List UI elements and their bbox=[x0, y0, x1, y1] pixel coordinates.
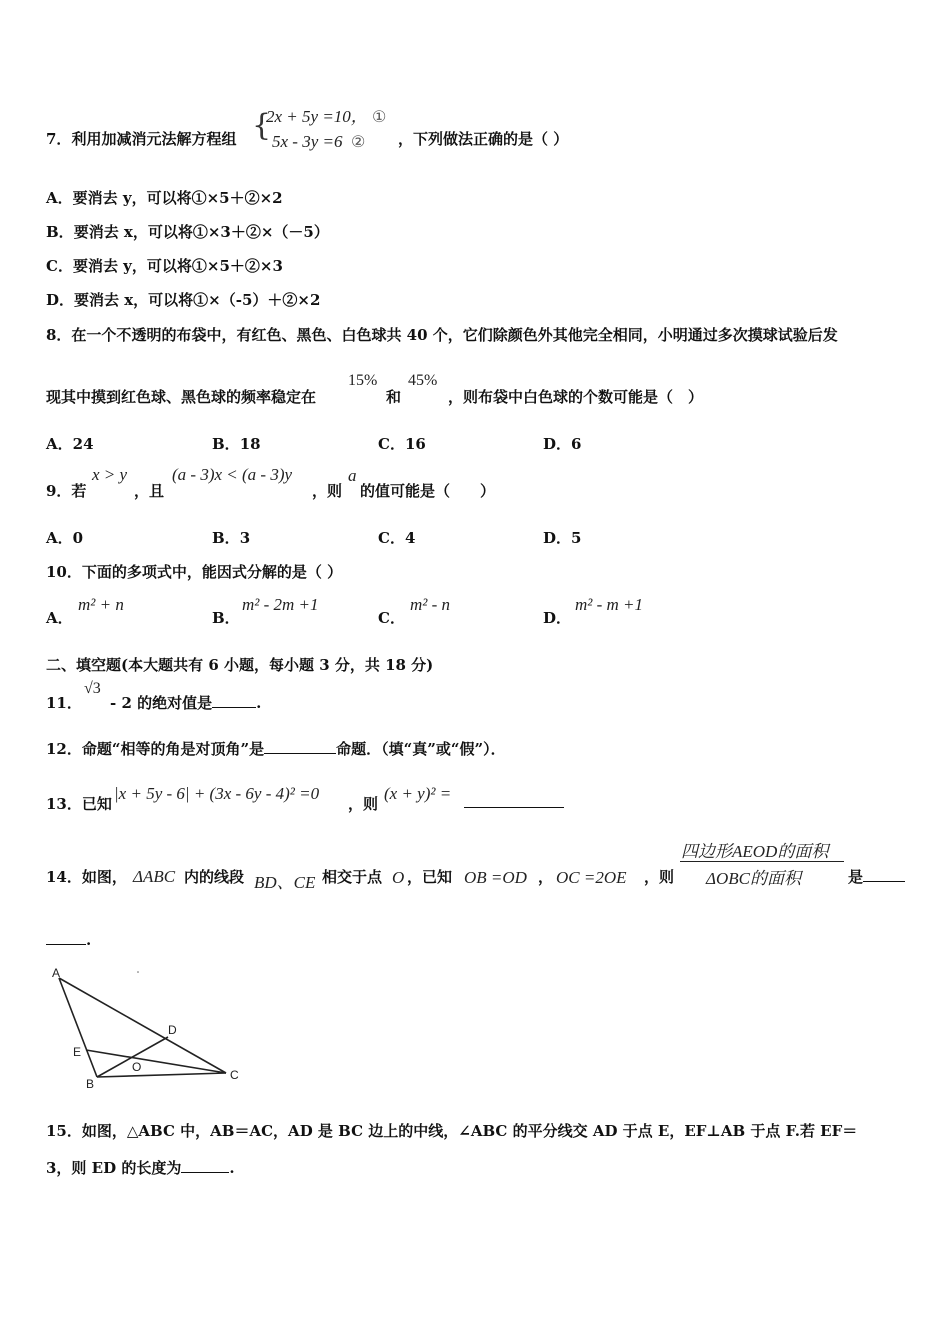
q9-tail: 的值可能是（ ） bbox=[360, 482, 496, 500]
q10-option-a-expr: m² + n bbox=[78, 595, 124, 614]
q14-answer-blank-1[interactable] bbox=[863, 867, 905, 882]
q13-then: ，则 bbox=[348, 795, 379, 813]
q14-segments: BD、CE bbox=[254, 873, 316, 892]
q11-answer-blank[interactable] bbox=[212, 693, 256, 708]
q14-fraction-bar bbox=[680, 861, 844, 862]
q10-option-d-label[interactable]: D． bbox=[543, 609, 572, 627]
q8-line-2b: ，则布袋中白色球的个数可能是（ ） bbox=[448, 388, 704, 406]
q9-variable: a bbox=[348, 466, 357, 485]
segment-BC bbox=[97, 1073, 226, 1077]
q15-line-2: 3，则 ED 的长度为 . bbox=[46, 1159, 235, 1177]
section-2-title: 二、填空题(本大题共有 6 小题，每小题 3 分，共 18 分) bbox=[46, 656, 434, 674]
q8-option-a[interactable]: A．24 bbox=[46, 435, 94, 453]
triangle-figure bbox=[40, 962, 250, 1092]
q8-option-c[interactable]: C．16 bbox=[378, 435, 426, 453]
q8-line-1: 8．在一个不透明的布袋中，有红色、黑色、白色球共 40 个，它们除颜色外其他完全相同，小明通过多次摸球试验后发 bbox=[46, 326, 838, 344]
q7-text: 利用加减消元法解方程组 bbox=[71, 130, 237, 148]
label-A: A bbox=[52, 966, 61, 980]
q10-option-d-expr: m² - m +1 bbox=[575, 595, 644, 614]
q10-option-b-label[interactable]: B． bbox=[212, 609, 240, 627]
q7-option-b[interactable]: B．要消去 x，可以将①×3＋②×（－5） bbox=[46, 223, 329, 241]
q9-prefix: 9．若 bbox=[46, 482, 87, 500]
system-brace: { bbox=[252, 108, 272, 143]
q9-option-b[interactable]: B．3 bbox=[212, 529, 251, 547]
q14-answer-blank-2[interactable] bbox=[46, 930, 86, 945]
q14-fraction-numerator: 四边形AEOD的面积 bbox=[681, 842, 829, 861]
q9-option-d[interactable]: D．5 bbox=[543, 529, 582, 547]
q13-expression-2: (x + y)² = bbox=[384, 784, 452, 803]
q14-text-3: ，已知 bbox=[407, 868, 453, 886]
q8-option-b[interactable]: B．18 bbox=[212, 435, 261, 453]
q7-option-c[interactable]: C．要消去 y，可以将①×5＋②×3 bbox=[46, 257, 283, 275]
q13-answer-blank[interactable] bbox=[464, 793, 564, 808]
q10-option-c-expr: m² - n bbox=[410, 595, 451, 614]
q14-text-2: 相交于点 bbox=[322, 868, 383, 886]
label-B: B bbox=[86, 1077, 95, 1091]
q14-point: O bbox=[392, 868, 405, 887]
q14-condition-2: OC =2OE bbox=[556, 868, 627, 887]
q14-prefix: 14．如图， bbox=[46, 868, 127, 886]
q10-option-c-label[interactable]: C． bbox=[378, 609, 405, 627]
q11-sqrt: √3 bbox=[84, 680, 101, 697]
q12-answer-blank[interactable] bbox=[264, 739, 336, 754]
q12-line: 12．命题“相等的角是对顶角”是 命题．（填“真”或“假”）． bbox=[46, 740, 506, 758]
q7-tail: ，下列做法正确的是（ ） bbox=[398, 130, 569, 148]
q8-percent-1: 15% bbox=[348, 372, 378, 389]
label-C: C bbox=[230, 1068, 239, 1082]
q9-condition-1: x > y bbox=[92, 465, 128, 484]
q11-number: 11． bbox=[46, 694, 82, 712]
q11-line: - 2 的绝对值是 . bbox=[110, 694, 262, 712]
q7-option-a[interactable]: A．要消去 y，可以将①×5＋②×2 bbox=[46, 189, 283, 207]
q7-option-d[interactable]: D．要消去 x，可以将①×（-5）＋②×2 bbox=[46, 291, 321, 309]
q14-comma: ， bbox=[538, 868, 554, 886]
q8-line-2a: 现其中摸到红色球、黑色球的频率稳定在 bbox=[46, 388, 317, 406]
label-D: D bbox=[168, 1023, 177, 1037]
q14-triangle: ΔABC bbox=[133, 867, 176, 886]
q10-text: 10．下面的多项式中，能因式分解的是（ ） bbox=[46, 563, 343, 581]
q15-answer-blank[interactable] bbox=[181, 1158, 229, 1173]
q9-condition-2: (a - 3)x < (a - 3)y bbox=[172, 465, 293, 484]
label-E: E bbox=[73, 1045, 82, 1059]
segment-AB bbox=[59, 978, 97, 1077]
q10-option-a-label[interactable]: A． bbox=[46, 609, 73, 627]
q15-line-1: 15．如图，△ABC 中，AB＝AC，AD 是 BC 边上的中线，∠ABC 的平分线交 AD 于点 E，EF⊥AB 于点 F.若 EF＝ bbox=[46, 1122, 858, 1140]
q7-equation-2: 5x - 3y =6 ② bbox=[272, 132, 366, 151]
q9-option-c[interactable]: C．4 bbox=[378, 529, 416, 547]
q9-option-a[interactable]: A．0 bbox=[46, 529, 84, 547]
q13-expression: |x + 5y - 6| + (3x - 6y - 4)² =0 bbox=[114, 784, 320, 803]
q14-text-5: 是 bbox=[848, 866, 905, 887]
q14-text-1: 内的线段 bbox=[184, 868, 245, 886]
q8-and: 和 bbox=[386, 388, 402, 406]
stray-dot bbox=[137, 971, 139, 973]
q8-option-d[interactable]: D．6 bbox=[543, 435, 582, 453]
q7-line bbox=[46, 128, 236, 149]
q14-text-4: ，则 bbox=[644, 868, 675, 886]
q7-equation-1: 2x + 5y =10， ① bbox=[266, 107, 387, 126]
q7-number: 7． bbox=[46, 130, 72, 148]
q10-option-b-expr: m² - 2m +1 bbox=[242, 595, 319, 614]
q14-line-2: . bbox=[46, 930, 91, 949]
q8-percent-2: 45% bbox=[408, 372, 438, 389]
q9-then: ，则 bbox=[312, 482, 343, 500]
q13-prefix: 13．已知 bbox=[46, 795, 112, 813]
q14-condition-1: OB =OD bbox=[464, 868, 527, 887]
label-O: O bbox=[132, 1060, 142, 1074]
q14-fraction-denominator: ΔOBC的面积 bbox=[706, 869, 801, 888]
q9-mid: ，且 bbox=[134, 482, 165, 500]
